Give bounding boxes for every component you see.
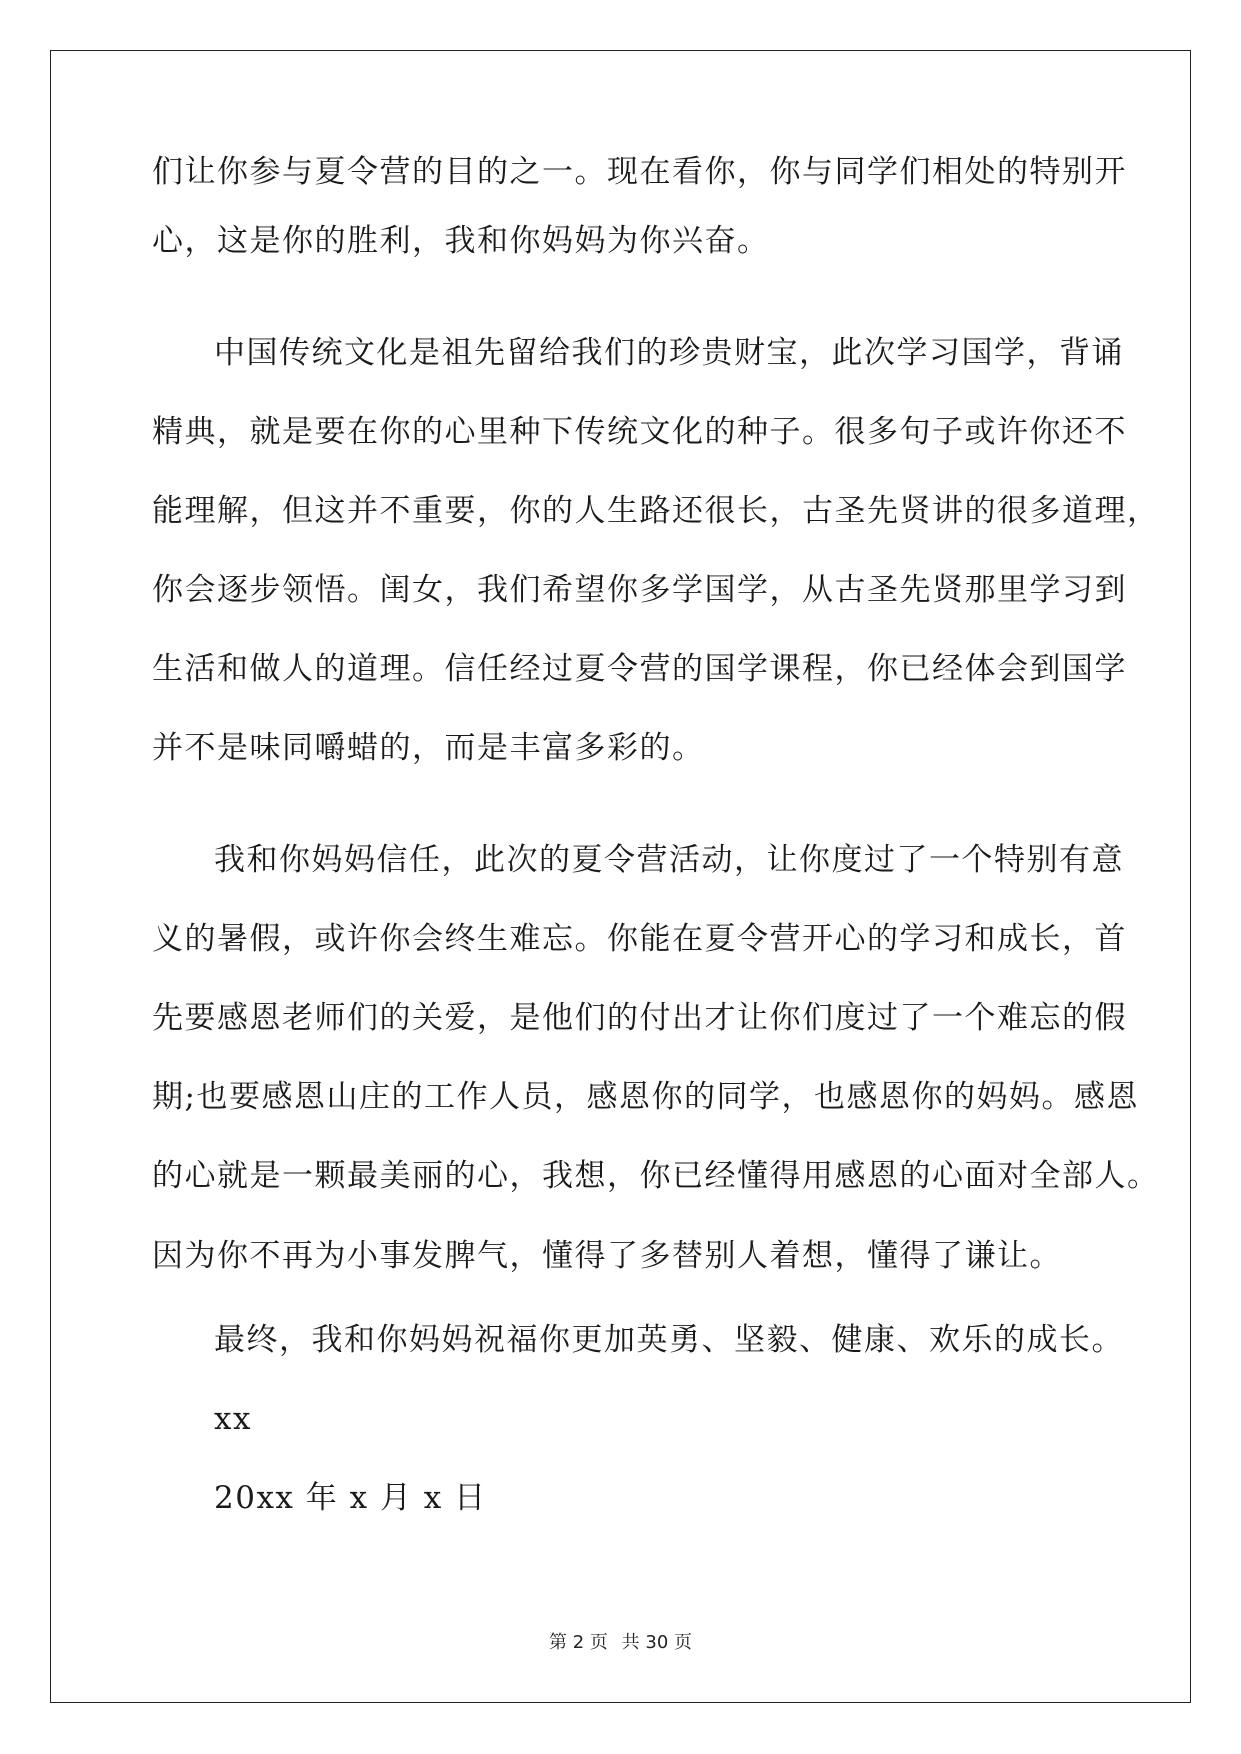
text-line: 能理解，但这并不重要，你的人生路还很长，古圣先贤讲的很多道理， xyxy=(152,493,1160,529)
text-line: 精典，就是要在你的心里种下传统文化的种子。很多句子或许你还不 xyxy=(152,414,1127,450)
page-number: 第 2 页 xyxy=(549,1632,608,1653)
text-line: 心，这是你的胜利，我和你妈妈为你兴奋。 xyxy=(152,223,770,259)
page-footer xyxy=(0,1628,1241,1654)
text-line: 你会逐步领悟。闺女，我们希望你多学国学，从古圣先贤那里学习到 xyxy=(152,572,1127,608)
date-line: 20xx 年 x 月 x 日 xyxy=(214,1480,487,1516)
text-line: 先要感恩老师们的关爱，是他们的付出才让你们度过了一个难忘的假 xyxy=(152,1000,1127,1036)
text-line: 期;也要感恩山庄的工作人员，感恩你的同学，也感恩你的妈妈。感恩 xyxy=(152,1079,1139,1115)
text-line: 生活和做人的道理。信任经过夏令营的国学课程，你已经体会到国学 xyxy=(152,651,1127,687)
signature: xx xyxy=(214,1401,252,1437)
text-line: 们让你参与夏令营的目的之一。现在看你，你与同学们相处的特别开 xyxy=(152,154,1127,190)
text-line: 我和你妈妈信任，此次的夏令营活动，让你度过了一个特别有意 xyxy=(214,842,1124,878)
text-line: 并不是味同嚼蜡的，而是丰富多彩的。 xyxy=(152,730,705,766)
text-line: 中国传统文化是祖先留给我们的珍贵财宝，此次学习国学，背诵 xyxy=(214,335,1124,371)
page-total: 共 30 页 xyxy=(621,1632,692,1653)
text-line: 最终，我和你妈妈祝福你更加英勇、坚毅、健康、欢乐的成长。 xyxy=(214,1322,1124,1358)
text-line: 义的暑假，或许你会终生难忘。你能在夏令营开心的学习和成长，首 xyxy=(152,921,1127,957)
text-line: 因为你不再为小事发脾气，懂得了多替别人着想，懂得了谦让。 xyxy=(152,1238,1062,1274)
text-line: 的心就是一颗最美丽的心，我想，你已经懂得用感恩的心面对全部人。 xyxy=(152,1158,1160,1194)
